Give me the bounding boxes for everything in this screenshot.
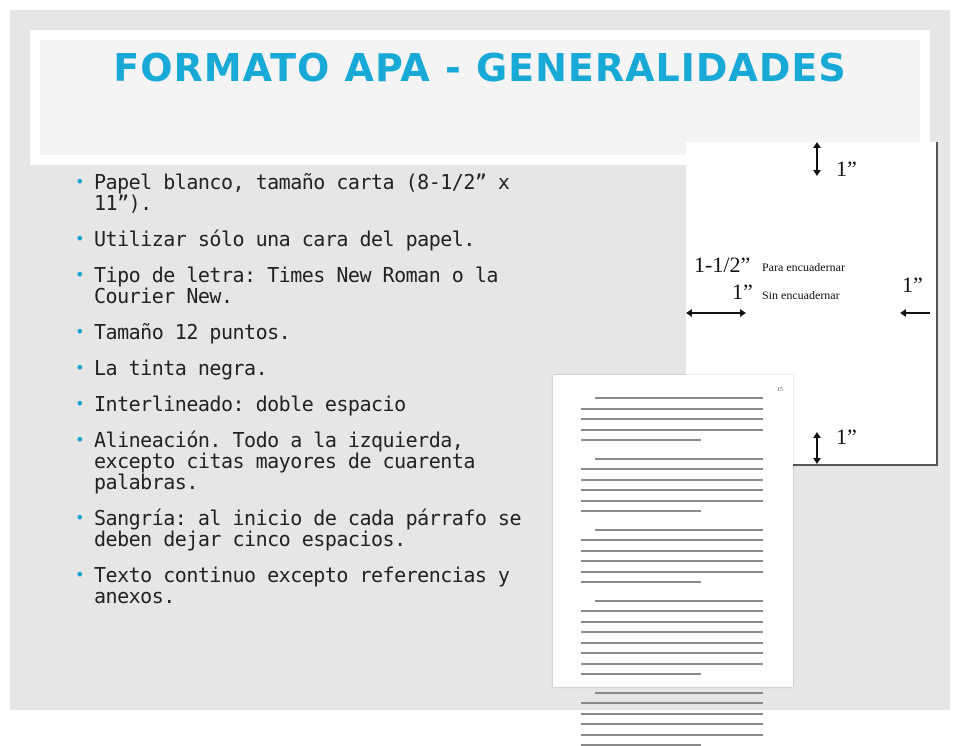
sample-text-line: [581, 479, 763, 481]
bullet-item: • La tinta negra.: [75, 356, 268, 380]
title-panel: [40, 40, 920, 155]
sample-page-number: 15: [777, 387, 783, 393]
sample-text-line: [595, 692, 763, 694]
bullet-item: • Texto continuo excepto referencias y anexos.: [75, 563, 510, 608]
sample-text-line: [595, 600, 763, 602]
sample-text-line: [581, 713, 763, 715]
bullet-dot-icon: •: [75, 322, 85, 341]
bullet-dot-icon: •: [75, 508, 85, 527]
sample-text-line: [595, 397, 763, 399]
left-margin-bound-note: Para encuadernar: [762, 260, 845, 274]
arrow-left-icon: [900, 309, 906, 317]
arrow-down-icon: [813, 458, 821, 464]
bullet-list: [75, 172, 555, 622]
sample-page-image: [553, 375, 793, 687]
bottom-margin-label: 1”: [836, 424, 857, 449]
bullet-dot-icon: •: [75, 265, 85, 284]
top-margin-arrow: [816, 148, 818, 170]
arrow-up-icon: [813, 142, 821, 148]
right-margin-label: 1”: [902, 272, 923, 297]
arrow-up-icon: [813, 432, 821, 438]
sample-text-line: [581, 581, 701, 583]
sample-text-line: [581, 631, 763, 633]
bullet-item: • Papel blanco, tamaño carta (8-1/2” x 11”).: [75, 170, 510, 215]
sample-text-line: [581, 429, 763, 431]
bullet-dot-icon: •: [75, 172, 85, 191]
sample-text-line: [581, 500, 763, 502]
sample-text-line: [581, 560, 763, 562]
top-margin-label: 1”: [836, 156, 857, 181]
bullet-dot-icon: •: [75, 430, 85, 449]
bullet-dot-icon: •: [75, 229, 85, 248]
bullet-item: • Utilizar sólo una cara del papel.: [75, 227, 475, 251]
bullet-dot-icon: •: [75, 565, 85, 584]
sample-text-line: [581, 510, 701, 512]
sample-text-line: [581, 468, 763, 470]
sample-text-line: [581, 571, 763, 573]
arrow-down-icon: [813, 170, 821, 176]
left-margin-unbound-label: 1”: [732, 279, 753, 304]
sample-text-line: [581, 734, 763, 736]
arrow-left-icon: [686, 309, 692, 317]
bullet-item: • Tamaño 12 puntos.: [75, 320, 291, 344]
sample-text-line: [581, 408, 763, 410]
sample-text-line: [595, 529, 763, 531]
bullet-item: • Sangría: al inicio de cada párrafo se deben dejar cinco espacios.: [75, 506, 522, 551]
right-margin-arrow: [906, 312, 930, 314]
left-margin-unbound-note: Sin encuadernar: [762, 288, 840, 302]
sample-text-line: [581, 663, 763, 665]
bottom-margin-arrow: [816, 438, 818, 460]
slide-title: FORMATO APA - GENERALIDADES: [113, 46, 847, 90]
sample-text-line: [581, 610, 763, 612]
bullet-item: • Alineación. Todo a la izquierda, excepto citas mayores de cuarenta palabras.: [75, 428, 475, 494]
sample-text-line: [581, 621, 763, 623]
bullet-dot-icon: •: [75, 358, 85, 377]
left-margin-bound-label: 1-1/2”: [694, 252, 751, 277]
sample-text-line: [581, 550, 763, 552]
arrow-right-icon: [740, 309, 746, 317]
bullet-dot-icon: •: [75, 394, 85, 413]
sample-text-line: [581, 702, 763, 704]
sample-text-line: [581, 652, 763, 654]
sample-text-line: [581, 439, 701, 441]
bullet-item: • Interlineado: doble espacio: [75, 392, 406, 416]
bullet-item: • Tipo de letra: Times New Roman o la Courier New.: [75, 263, 498, 308]
sample-text-line: [581, 539, 763, 541]
sample-text-line: [581, 489, 763, 491]
sample-text-line: [581, 642, 763, 644]
sample-text-line: [581, 723, 763, 725]
sample-text-line: [581, 673, 701, 675]
sample-text-line: [581, 418, 763, 420]
left-margin-arrow: [692, 312, 740, 314]
sample-text-line: [595, 458, 763, 460]
